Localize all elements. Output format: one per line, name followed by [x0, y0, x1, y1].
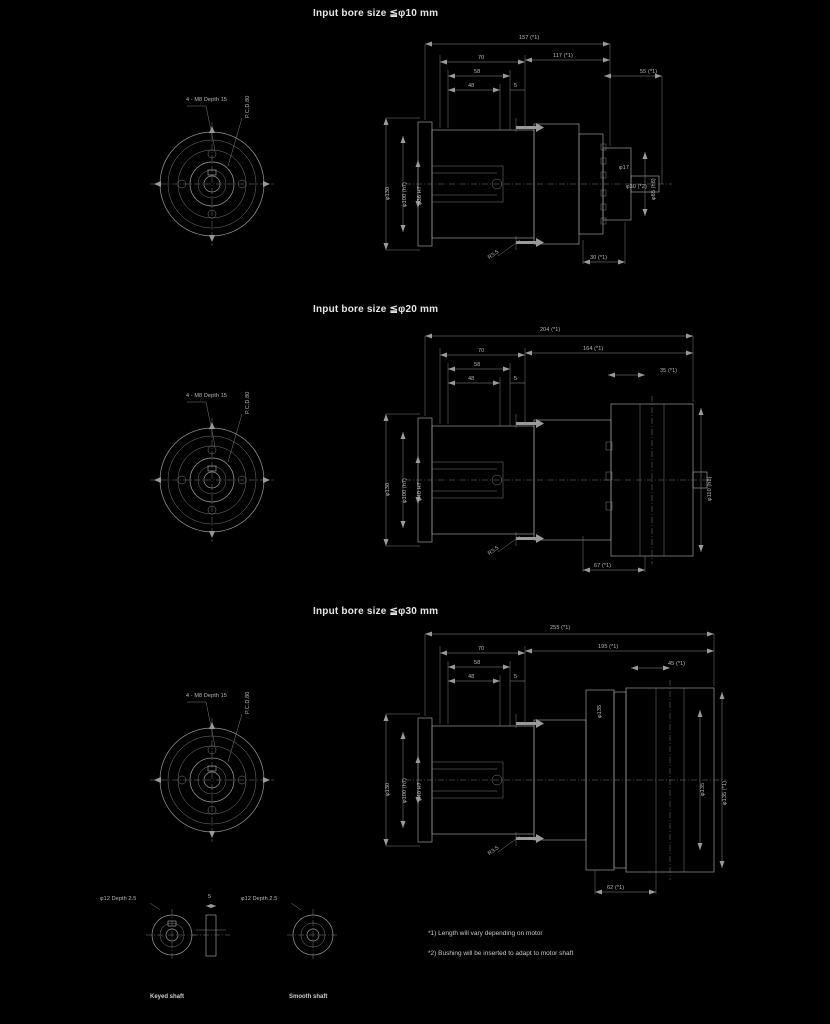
- dim-58: 58: [474, 69, 481, 75]
- body-length: 195 (*1): [598, 644, 619, 650]
- flange-dia: φ130: [385, 186, 391, 200]
- right-dia-1: φ110 (h8): [707, 476, 713, 501]
- smooth-shaft-dim-left: φ12 Depth 2.5: [241, 896, 278, 902]
- dim-58: 58: [474, 362, 481, 368]
- pcd-note: P.C.D.80: [245, 691, 251, 714]
- bore-h7: φ100 (h7): [402, 478, 408, 503]
- keyed-shaft-view: [146, 903, 230, 961]
- section-phi10: [0, 0, 830, 290]
- right-dia-2: φ135 (*1): [722, 780, 728, 805]
- detail-graphics: [0, 890, 830, 1024]
- right-length: 45 (*1): [668, 661, 686, 667]
- note-2: *2) Bushing will be inserted to adapt to motor shaft: [428, 950, 574, 957]
- dim-5: 5: [514, 376, 518, 382]
- pcd-note: P.C.D.80: [245, 95, 251, 118]
- keyed-shaft-dim-top: 5: [208, 894, 212, 900]
- section-phi20-graphics: [0, 296, 830, 596]
- right-dia-1: φ17: [619, 165, 629, 171]
- bore-h7-b: φ36 H7: [417, 186, 423, 205]
- section-phi30: [0, 600, 830, 900]
- flange-dia: φ130: [385, 482, 391, 496]
- bore-h7: φ100 (h7): [402, 182, 408, 207]
- overall-length: 157 (*1): [519, 35, 540, 41]
- body-length: 164 (*1): [583, 346, 604, 352]
- lead-note: R3.5: [487, 545, 501, 557]
- pcd-note: P.C.D.80: [245, 391, 251, 414]
- section-title: Input bore size ≦φ30 mm: [313, 606, 439, 617]
- section-title: Input bore size ≦φ20 mm: [313, 304, 439, 315]
- section-phi10-graphics: [0, 0, 830, 290]
- front-view-phi20: [150, 402, 274, 542]
- keyed-shaft-dim-left: φ12 Depth 2.5: [100, 896, 137, 902]
- side-view-phi10: [384, 42, 673, 265]
- dim-48: 48: [468, 83, 475, 89]
- overall-length: 204 (*1): [540, 327, 561, 333]
- note-1: *1) Length will vary depending on motor: [428, 930, 543, 937]
- dim-70: 70: [478, 646, 485, 652]
- dim-48: 48: [468, 376, 475, 382]
- dim-70: 70: [478, 55, 485, 61]
- section-phi30-graphics: [0, 600, 830, 900]
- right-dia-1: φ135: [700, 782, 706, 796]
- bottom-note: 62 (*1): [607, 885, 625, 891]
- smooth-shaft-view: [287, 903, 339, 961]
- lead-note: R3.5: [487, 249, 501, 261]
- bolt-note: 4 - M8 Depth 15: [186, 97, 227, 103]
- overall-length: 255 (*1): [550, 625, 571, 631]
- bore-h7-b: φ40 H7: [417, 782, 423, 801]
- front-view-phi10: [150, 106, 274, 246]
- bottom-note: 67 (*1): [594, 563, 612, 569]
- section-title: Input bore size ≦φ10 mm: [313, 8, 439, 19]
- dim-70: 70: [478, 348, 485, 354]
- right-dia-2: φ30 (*2): [626, 184, 647, 190]
- side-view-phi30: [384, 632, 727, 895]
- front-view-phi30: [150, 702, 274, 842]
- section-phi20: [0, 296, 830, 596]
- body-length: 117 (*1): [553, 53, 573, 59]
- dim-48: 48: [468, 674, 475, 680]
- right-dia-3: φ85 (h8): [651, 178, 657, 200]
- right-length: 55 (*1): [640, 69, 658, 75]
- right-length: 35 (*1): [660, 368, 678, 374]
- dim-5: 5: [514, 83, 518, 89]
- bore-h7: φ100 (h7): [402, 778, 408, 803]
- detail-views-and-notes: [0, 890, 830, 1024]
- smooth-shaft-caption: Smooth shaft: [289, 994, 328, 1000]
- lead-note: R3.5: [487, 845, 501, 857]
- bolt-note: 4 - M8 Depth 15: [186, 693, 227, 699]
- bottom-note: 30 (*1): [590, 255, 608, 261]
- dim-5: 5: [514, 674, 518, 680]
- bore-h7-b: φ40 H7: [417, 482, 423, 501]
- keyed-shaft-caption: Keyed shaft: [150, 994, 185, 1000]
- flange-dia: φ130: [385, 782, 391, 796]
- mid-dia: φ135: [597, 704, 603, 718]
- dim-58: 58: [474, 660, 481, 666]
- bolt-note: 4 - M8 Depth 15: [186, 393, 227, 399]
